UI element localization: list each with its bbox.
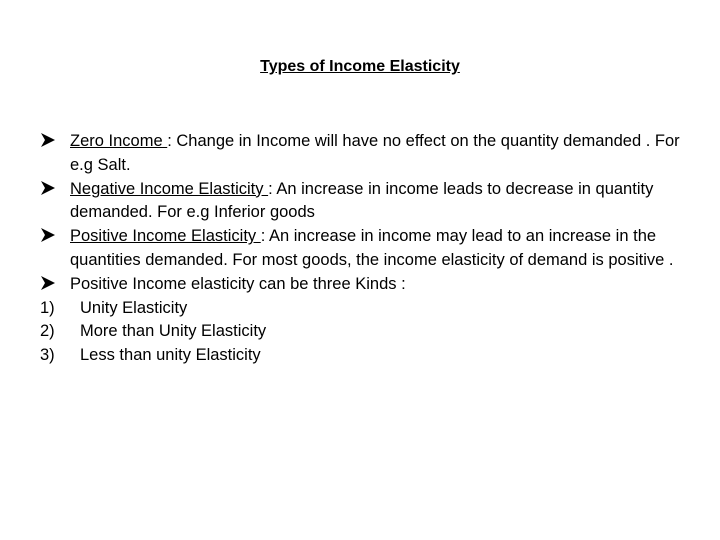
arrow-bullet-icon xyxy=(40,225,68,249)
numbered-item xyxy=(40,344,680,368)
item-text: Unity Elasticity xyxy=(80,298,188,317)
list-item xyxy=(40,225,680,273)
arrow-bullet-icon xyxy=(40,130,68,154)
list-item xyxy=(40,273,680,297)
arrow-bullet-icon xyxy=(40,178,68,202)
item-number: 2) xyxy=(40,322,55,341)
item-number: 1) xyxy=(40,298,55,317)
item-term: Negative Income Elasticity xyxy=(70,179,269,198)
slide-title xyxy=(0,56,720,78)
list-item xyxy=(40,130,680,178)
list-item xyxy=(40,178,680,226)
numbered-item xyxy=(40,320,680,344)
bullet-list xyxy=(40,130,680,368)
arrow-bullet-icon xyxy=(40,273,68,297)
item-term: Positive Income Elasticity xyxy=(70,227,261,246)
item-text: More than Unity Elasticity xyxy=(80,322,267,341)
item-text: Positive Income elasticity can be three Kinds : xyxy=(70,274,406,293)
item-text: : An increase in income leads to decrease in quantity demanded. For e.g Inferior goods xyxy=(70,179,654,222)
item-text: : An increase in income may lead to an increase in the quantities demanded. For most goods, the income elasticity of demand is positive . xyxy=(70,227,674,269)
item-text: Less than unity Elasticity xyxy=(80,346,261,365)
item-number: 3) xyxy=(40,346,55,365)
item-text: : Change in Income will have no effect on the quantity demanded . For e.g Salt. xyxy=(70,132,680,174)
numbered-item xyxy=(40,297,680,321)
slide-title-text: Types of Income Elasticity xyxy=(260,58,460,75)
item-term: Zero Income xyxy=(70,132,168,150)
